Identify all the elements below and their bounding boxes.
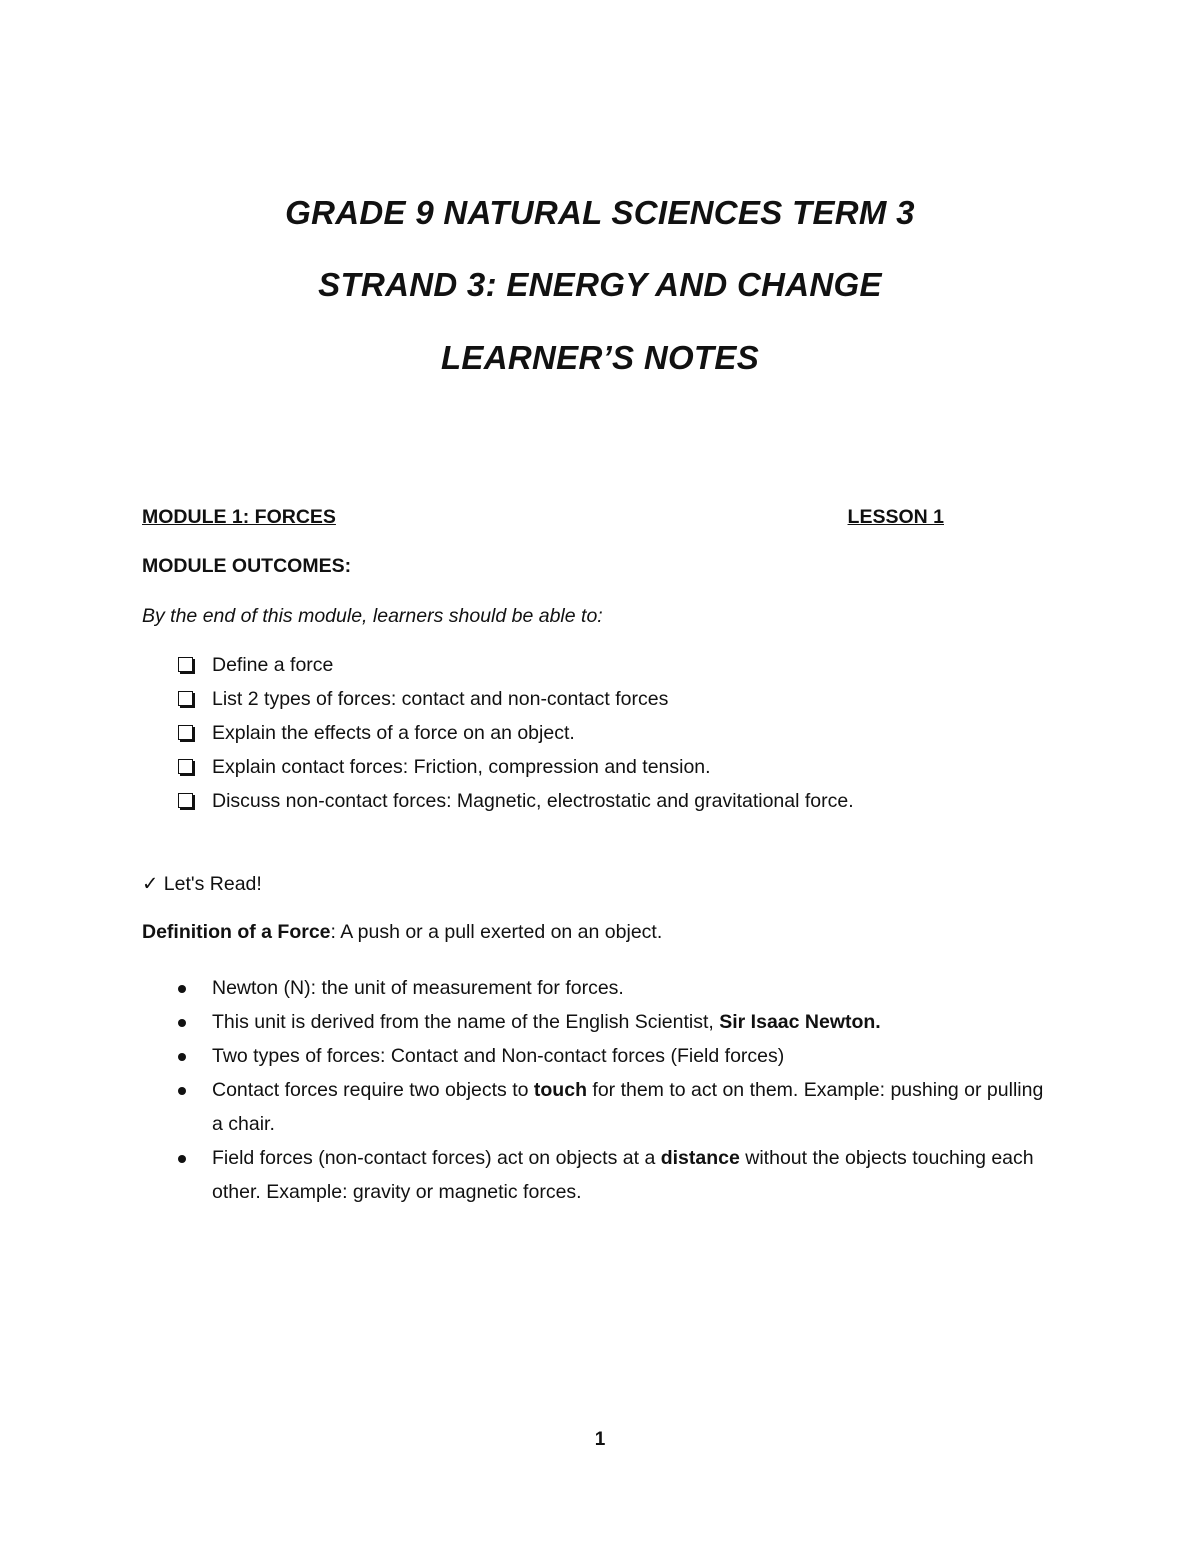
outcomes-intro: By the end of this module, learners should be able to: <box>142 605 603 627</box>
lets-read-label: Let's Read! <box>163 873 262 895</box>
strand-title: STRAND 3: ENERGY AND CHANGE <box>318 266 882 303</box>
lets-read-heading <box>142 872 262 896</box>
list-item: Newton (N): the unit of measurement for forces. <box>178 971 1058 1005</box>
checkmark-icon: ✓ <box>142 873 159 895</box>
checkbox-icon <box>178 759 193 774</box>
outcome-item: Define a force <box>178 651 854 685</box>
list-item: This unit is derived from the name of the English Scientist, Sir Isaac Newton. <box>178 1005 1058 1039</box>
outcome-item: Explain contact forces: Friction, compression and tension. <box>178 753 854 787</box>
module-title: MODULE 1: FORCES <box>142 506 336 528</box>
outcomes-heading: MODULE OUTCOMES: <box>142 555 352 577</box>
bullet-icon <box>178 985 186 993</box>
page-number: 1 <box>594 1429 606 1450</box>
list-item: Contact forces require two objects to touch for them to act on them. Example: pushing or pulling a chair. <box>178 1073 1058 1141</box>
outcome-item: List 2 types of forces: contact and non-contact forces <box>178 685 854 719</box>
checkbox-icon <box>178 691 193 706</box>
outcome-item: Explain the effects of a force on an object. <box>178 719 854 753</box>
force-facts-list <box>178 971 1058 1209</box>
list-item: Field forces (non-contact forces) act on objects at a distance without the objects touching each other. Example: gravity or magnetic forces. <box>178 1141 1058 1209</box>
list-item: Two types of forces: Contact and Non-contact forces (Field forces) <box>178 1039 1058 1073</box>
definition-text: : A push or a pull exerted on an object. <box>330 921 663 943</box>
lesson-label: LESSON 1 <box>847 506 944 528</box>
definition-term: Definition of a Force <box>142 921 331 943</box>
bullet-icon <box>178 1087 186 1095</box>
document-title: GRADE 9 NATURAL SCIENCES TERM 3 <box>285 194 915 231</box>
outcome-item: Discuss non-contact forces: Magnetic, electrostatic and gravitational force. <box>178 787 854 821</box>
bullet-icon <box>178 1155 186 1163</box>
outcomes-list <box>178 651 854 821</box>
bullet-icon <box>178 1053 186 1061</box>
bullet-icon <box>178 1019 186 1027</box>
force-definition <box>142 921 662 944</box>
checkbox-icon <box>178 793 193 808</box>
checkbox-icon <box>178 657 193 672</box>
module-header <box>142 506 944 529</box>
notes-title: LEARNER’S NOTES <box>440 339 760 376</box>
checkbox-icon <box>178 725 193 740</box>
